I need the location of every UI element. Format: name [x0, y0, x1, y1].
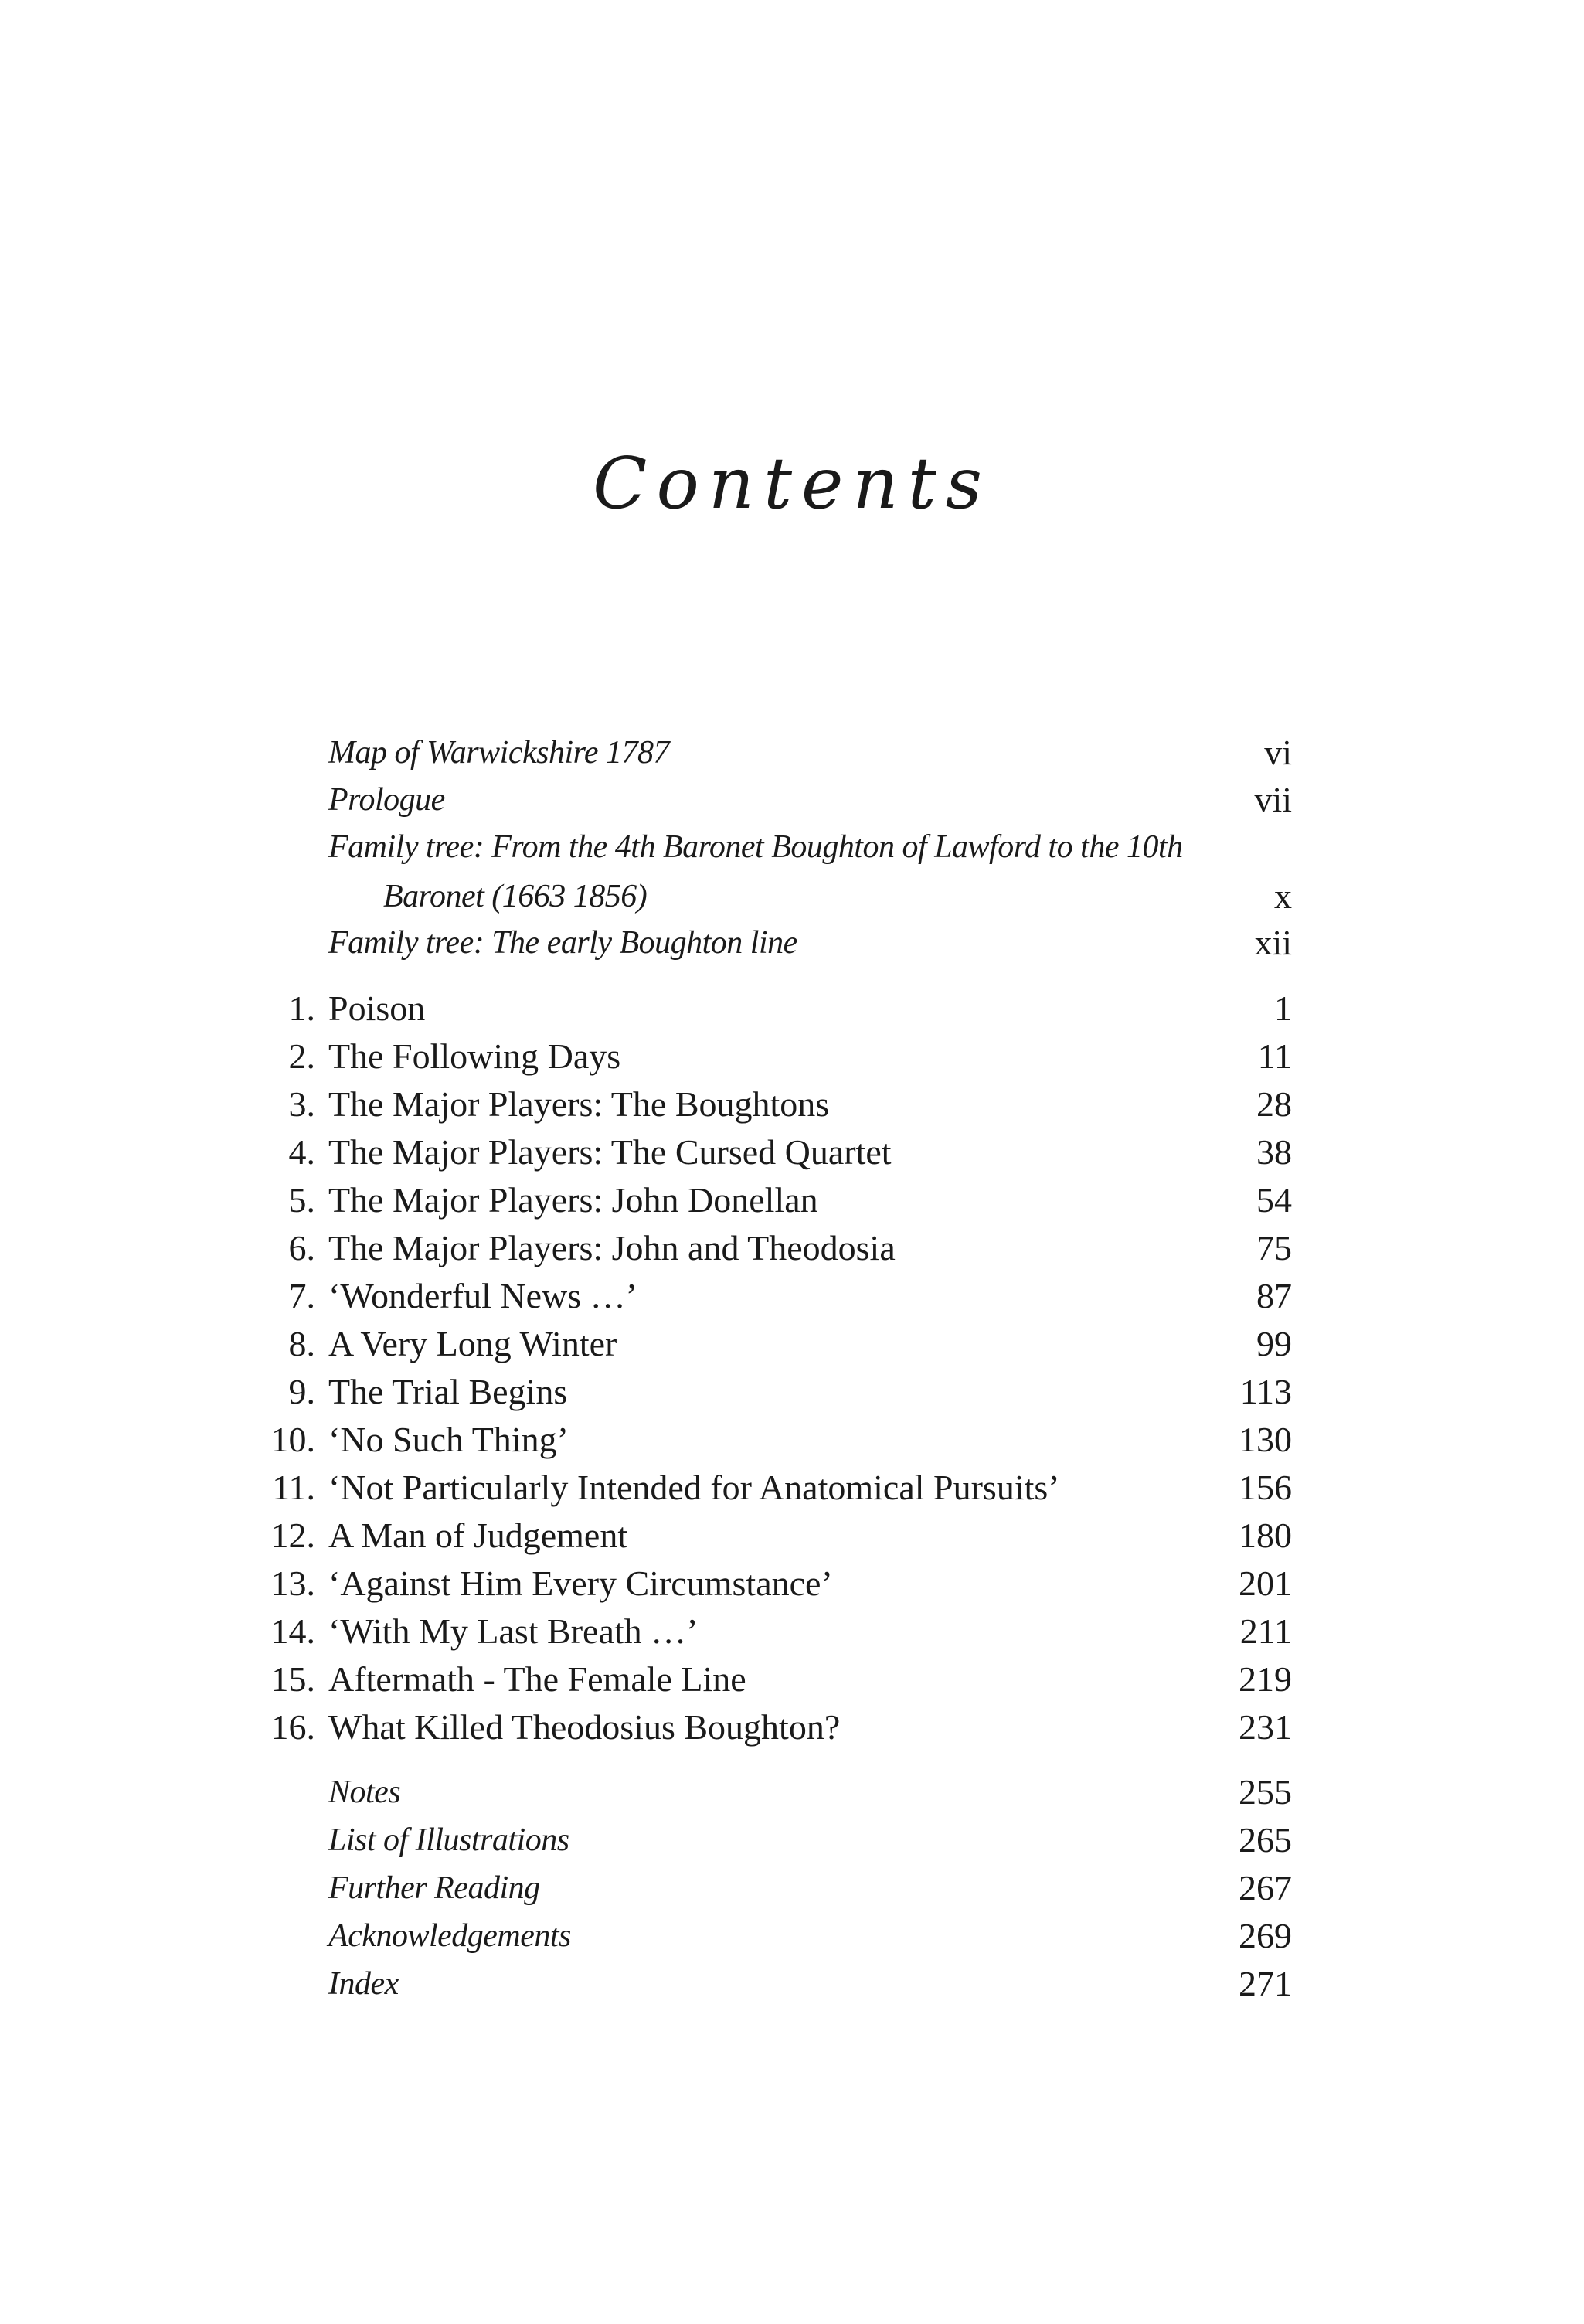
toc-entry-page: 267	[1239, 1868, 1292, 1907]
toc-chapter-11[interactable]	[0, 1465, 1584, 1511]
toc-chapter-6[interactable]	[0, 1225, 1584, 1271]
toc-chapter-13[interactable]	[0, 1560, 1584, 1607]
toc-entry-page: 265	[1239, 1820, 1292, 1860]
toc-chapter-page: 113	[1239, 1372, 1292, 1411]
toc-entry-label: Family tree: From the 4th Baronet Boughton of Lawford to the 10th	[328, 829, 1183, 865]
toc-chapter-16[interactable]	[0, 1704, 1584, 1751]
toc-chapter-title: ‘No Such Thing’	[328, 1420, 569, 1459]
toc-chapter-page: 201	[1239, 1564, 1292, 1603]
toc-chapter-title: The Major Players: John and Theodosia	[328, 1228, 896, 1267]
toc-chapter-page: 38	[1256, 1132, 1292, 1172]
toc-entry-label: Notes	[328, 1774, 401, 1810]
toc-chapter-title: What Killed Theodosius Boughton?	[328, 1707, 841, 1747]
toc-entry-map[interactable]	[0, 730, 1584, 776]
toc-chapter-number: 5.	[288, 1180, 315, 1220]
toc-chapter-number: 15.	[270, 1659, 315, 1699]
toc-chapter-title: The Following Days	[328, 1036, 621, 1076]
toc-chapter-page: 75	[1256, 1228, 1292, 1267]
toc-chapter-page: 130	[1239, 1420, 1292, 1459]
toc-chapter-7[interactable]	[0, 1273, 1584, 1319]
toc-chapter-number: 8.	[288, 1324, 315, 1363]
toc-chapter-page: 1	[1274, 988, 1292, 1028]
toc-chapter-title: The Major Players: The Cursed Quartet	[328, 1132, 892, 1172]
toc-entry-prologue[interactable]	[0, 777, 1584, 823]
toc-chapter-title: The Major Players: The Boughtons	[328, 1084, 830, 1124]
toc-chapter-14[interactable]	[0, 1608, 1584, 1655]
toc-chapter-4[interactable]	[0, 1129, 1584, 1176]
toc-chapter-number: 14.	[270, 1611, 315, 1651]
toc-entry-label: Acknowledgements	[328, 1918, 571, 1954]
toc-entry-page: 271	[1239, 1964, 1292, 2003]
toc-chapter-page: 99	[1256, 1324, 1292, 1363]
page-title: Contents	[593, 442, 991, 525]
toc-chapter-1[interactable]	[0, 985, 1584, 1032]
toc-chapter-15[interactable]	[0, 1656, 1584, 1703]
toc-chapter-page: 156	[1239, 1468, 1292, 1507]
toc-chapter-12[interactable]	[0, 1512, 1584, 1559]
toc-chapter-title: Poison	[328, 988, 426, 1028]
toc-entry-page: vi	[1264, 733, 1292, 772]
toc-chapter-page: 87	[1256, 1276, 1292, 1315]
toc-chapter-number: 1.	[288, 988, 315, 1028]
toc-chapter-3[interactable]	[0, 1081, 1584, 1128]
toc-chapter-title: ‘Wonderful News …’	[328, 1276, 637, 1315]
toc-entry-further-reading[interactable]	[0, 1865, 1584, 1911]
toc-chapter-page: 11	[1257, 1036, 1292, 1076]
toc-chapter-number: 6.	[288, 1228, 315, 1267]
toc-chapter-number: 9.	[288, 1372, 315, 1411]
toc-chapter-9[interactable]	[0, 1369, 1584, 1415]
toc-entry-page: x	[1274, 876, 1292, 916]
toc-chapter-title: A Very Long Winter	[328, 1324, 617, 1363]
toc-chapter-5[interactable]	[0, 1177, 1584, 1223]
toc-entry-acknowledgements[interactable]	[0, 1913, 1584, 1959]
toc-entry-family-tree-early[interactable]	[0, 920, 1584, 966]
toc-entry-label: Baronet (1663 1856)	[383, 879, 648, 914]
toc-chapter-8[interactable]	[0, 1321, 1584, 1367]
toc-entry-label: Further Reading	[328, 1870, 540, 1906]
toc-chapter-title: ‘With My Last Breath …’	[328, 1611, 699, 1651]
toc-chapter-number: 7.	[288, 1276, 315, 1315]
toc-entry-label: Family tree: The early Boughton line	[328, 925, 797, 961]
toc-entry-notes[interactable]	[0, 1769, 1584, 1815]
toc-entry-page: 269	[1239, 1916, 1292, 1955]
toc-entry-family-tree-baronets-continued[interactable]	[0, 873, 1584, 920]
toc-entry-page: xii	[1254, 923, 1292, 962]
toc-chapter-number: 11.	[272, 1468, 315, 1507]
toc-entry-page: vii	[1254, 780, 1292, 819]
toc-chapter-10[interactable]	[0, 1417, 1584, 1463]
toc-chapter-page: 231	[1239, 1707, 1292, 1747]
toc-chapter-title: Aftermath - The Female Line	[328, 1659, 746, 1699]
toc-chapter-title: The Trial Begins	[328, 1372, 568, 1411]
toc-chapter-page: 28	[1256, 1084, 1292, 1124]
toc-entry-label: Map of Warwickshire 1787	[328, 735, 670, 771]
toc-entry-label: Prologue	[328, 782, 445, 818]
toc-chapter-number: 16.	[270, 1707, 315, 1747]
toc-chapter-number: 3.	[288, 1084, 315, 1124]
toc-entry-index[interactable]	[0, 1961, 1584, 2007]
toc-chapter-number: 2.	[288, 1036, 315, 1076]
toc-entry-label: List of Illustrations	[328, 1822, 569, 1858]
toc-chapter-page: 54	[1256, 1180, 1292, 1220]
toc-chapter-title: ‘Not Particularly Intended for Anatomical Pursuits’	[328, 1468, 1060, 1507]
toc-chapter-page: 211	[1239, 1611, 1292, 1651]
toc-entry-label: Index	[328, 1966, 399, 2002]
toc-chapter-title: The Major Players: John Donellan	[328, 1180, 818, 1220]
toc-chapter-number: 13.	[270, 1564, 315, 1603]
toc-chapter-page: 219	[1239, 1659, 1292, 1699]
toc-entry-family-tree-baronets[interactable]	[0, 824, 1584, 870]
toc-chapter-2[interactable]	[0, 1033, 1584, 1080]
toc-entry-list-of-illustrations[interactable]	[0, 1817, 1584, 1863]
toc-chapter-number: 12.	[270, 1516, 315, 1555]
toc-chapter-number: 4.	[288, 1132, 315, 1172]
toc-entry-page: 255	[1239, 1772, 1292, 1812]
toc-chapter-title: A Man of Judgement	[328, 1516, 628, 1555]
toc-chapter-number: 10.	[270, 1420, 315, 1459]
toc-chapter-title: ‘Against Him Every Circumstance’	[328, 1564, 833, 1603]
toc-chapter-page: 180	[1239, 1516, 1292, 1555]
